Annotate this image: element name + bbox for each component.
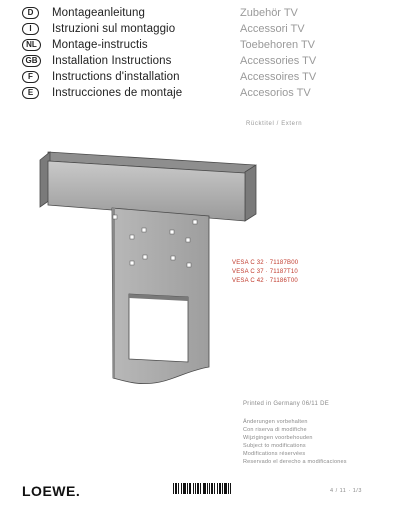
language-code-badge: D bbox=[22, 7, 39, 19]
language-title: Istruzioni sul montaggio bbox=[52, 23, 176, 35]
printed-in-note: Printed in Germany 06/11 DE bbox=[243, 401, 330, 407]
mount-hole bbox=[187, 263, 191, 267]
language-title: Installation Instructions bbox=[52, 55, 172, 67]
barcode-graphic bbox=[173, 483, 231, 494]
language-code-badge: E bbox=[22, 87, 39, 99]
mount-hole bbox=[171, 256, 175, 260]
accessory-title: Accessori TV bbox=[240, 23, 305, 35]
model-number: VESA C 42 · 71186T00 bbox=[232, 278, 298, 284]
mount-hole bbox=[143, 255, 147, 259]
model-number: VESA C 32 · 71187B00 bbox=[232, 260, 299, 266]
mount-hole bbox=[170, 230, 174, 234]
mount-hole bbox=[193, 220, 197, 224]
mount-hole bbox=[142, 228, 146, 232]
accessory-subtitle: Rücktitel / Extern bbox=[246, 121, 303, 127]
language-code-badge: GB bbox=[22, 55, 41, 67]
language-code-badge: I bbox=[22, 23, 39, 35]
page-code: 4 / 11 · 1/3 bbox=[330, 488, 362, 494]
accessory-title: Toebehoren TV bbox=[240, 39, 316, 51]
language-title: Montage-instructis bbox=[52, 39, 148, 51]
modification-notice: Wijzigingen voorbehouden bbox=[243, 435, 313, 441]
accessory-title: Accessories TV bbox=[240, 55, 317, 67]
language-title: Montageanleitung bbox=[52, 7, 146, 19]
mount-hole bbox=[186, 238, 190, 242]
modification-notice: Con riserva di modifiche bbox=[243, 427, 307, 433]
mount-hole bbox=[113, 215, 117, 219]
language-title: Instructions d'installation bbox=[52, 71, 180, 83]
accessory-title: Zubehör TV bbox=[240, 7, 298, 19]
modification-notice: Änderungen vorbehalten bbox=[243, 419, 308, 425]
bracket-right-cap bbox=[245, 165, 256, 221]
mount-hole bbox=[130, 261, 134, 265]
modification-notice: Modifications réservées bbox=[243, 451, 306, 457]
language-code-badge: F bbox=[22, 71, 39, 83]
modification-notice: Subject to modifications bbox=[243, 443, 306, 449]
language-code-badge: NL bbox=[22, 39, 41, 51]
bracket-cutout bbox=[129, 294, 188, 362]
modification-notice: Reservado el derecho a modificaciones bbox=[243, 459, 347, 465]
accessory-title: Accessoires TV bbox=[240, 71, 317, 83]
accessory-title: Accesorios TV bbox=[240, 87, 311, 99]
language-title: Instrucciones de montaje bbox=[52, 87, 183, 99]
mount-hole bbox=[130, 235, 134, 239]
loewe-logo: LOEWE. bbox=[22, 483, 81, 499]
model-number: VESA C 37 · 71187T10 bbox=[232, 269, 298, 275]
